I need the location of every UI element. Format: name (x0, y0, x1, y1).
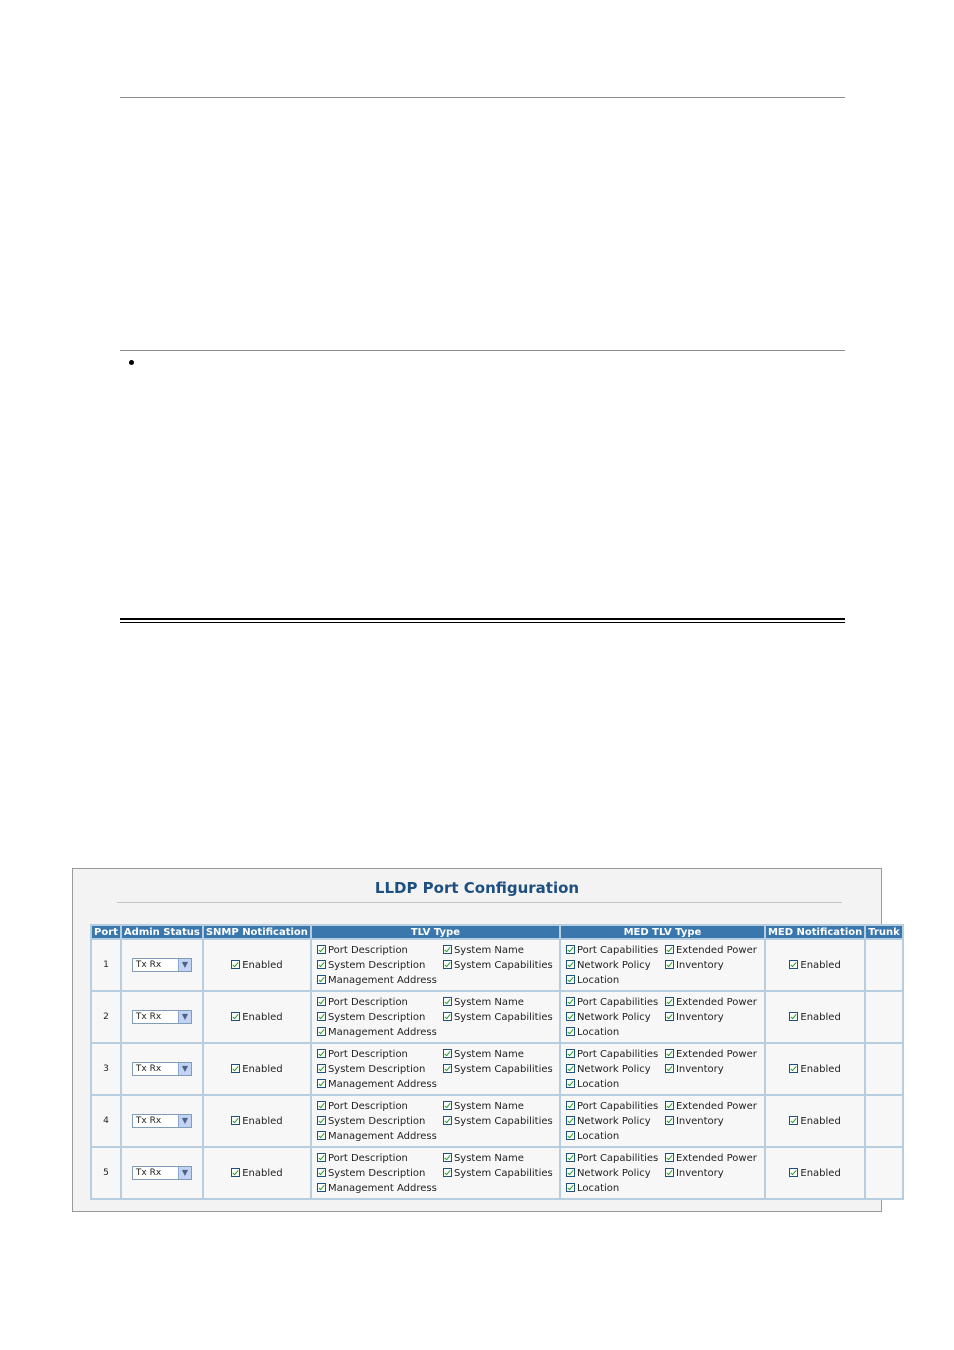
snmp-notification-label: Enabled (242, 959, 283, 971)
med-option[interactable] (665, 995, 764, 1010)
admin-status-select[interactable] (132, 1114, 192, 1128)
med-option-label: Location (576, 974, 620, 986)
col-header-admin-status: Admin Status (123, 926, 200, 938)
med-notification-label: Enabled (800, 1167, 841, 1179)
med-tlv-type-options (561, 1099, 764, 1144)
tlv-option-label: System Capabilities (453, 1167, 553, 1179)
med-notification-label: Enabled (800, 1063, 841, 1075)
checkbox-checked-icon[interactable] (443, 1116, 452, 1125)
checkbox-checked-icon[interactable] (789, 960, 798, 969)
med-option-label: Port Capabilities (576, 996, 659, 1008)
med-option-label: Port Capabilities (576, 1152, 659, 1164)
checkbox-checked-icon[interactable] (566, 945, 575, 954)
med-notification-option[interactable] (789, 1064, 840, 1075)
tlv-option-label: System Description (327, 1011, 426, 1023)
snmp-notification-cell (204, 1148, 310, 1198)
chevron-down-icon[interactable]: ▼ (178, 1115, 191, 1127)
checkbox-checked-icon[interactable] (566, 1116, 575, 1125)
admin-status-value: Tx Rx (135, 1064, 162, 1074)
checkbox-checked-icon[interactable] (665, 1064, 674, 1073)
med-option-label: Network Policy (576, 1011, 651, 1023)
table-body (92, 940, 902, 1198)
checkbox-checked-icon[interactable] (443, 1012, 452, 1021)
med-option-label: Network Policy (576, 1115, 651, 1127)
checkbox-checked-icon[interactable] (789, 1168, 798, 1177)
tlv-option[interactable] (443, 1114, 559, 1129)
snmp-notification-option[interactable] (231, 1116, 282, 1127)
tlv-option[interactable] (317, 1010, 443, 1025)
med-option[interactable] (665, 1062, 764, 1077)
med-tlv-type-options (561, 1151, 764, 1196)
med-tlv-type-cell (561, 1148, 764, 1198)
col-header-port: Port (94, 926, 118, 938)
checkbox-checked-icon[interactable] (231, 1064, 240, 1073)
med-option[interactable] (566, 1129, 665, 1144)
checkbox-checked-icon[interactable] (566, 1079, 575, 1088)
med-option-label: Inventory (675, 1167, 724, 1179)
checkbox-checked-icon[interactable] (317, 1064, 326, 1073)
admin-status-value: Tx Rx (135, 1168, 162, 1178)
tlv-type-options (312, 995, 559, 1040)
checkbox-checked-icon[interactable] (231, 960, 240, 969)
med-option-label: Port Capabilities (576, 1048, 659, 1060)
tlv-option-label: System Capabilities (453, 1115, 553, 1127)
trunk-cell (866, 992, 902, 1042)
checkbox-checked-icon[interactable] (231, 1116, 240, 1125)
checkbox-checked-icon[interactable] (443, 960, 452, 969)
lldp-port-configuration-panel (72, 868, 900, 1212)
checkbox-checked-icon[interactable] (665, 1101, 674, 1110)
med-notification-option[interactable] (789, 960, 840, 971)
med-tlv-type-cell (561, 1044, 764, 1094)
trunk-cell (866, 940, 902, 990)
med-option-label: Extended Power (675, 1048, 757, 1060)
tlv-option[interactable] (443, 1062, 559, 1077)
med-option[interactable] (665, 1151, 764, 1166)
tlv-option[interactable] (443, 943, 559, 958)
snmp-notification-option[interactable] (231, 960, 282, 971)
med-option-label: Extended Power (675, 996, 757, 1008)
med-notification-label: Enabled (800, 1011, 841, 1023)
tlv-option-label: System Capabilities (453, 959, 553, 971)
checkbox-checked-icon[interactable] (789, 1116, 798, 1125)
tlv-option-label: Port Description (327, 1048, 408, 1060)
admin-status-cell (122, 1044, 202, 1094)
checkbox-checked-icon[interactable] (665, 1168, 674, 1177)
port-number: 2 (92, 992, 120, 1042)
med-option[interactable] (665, 1166, 764, 1181)
checkbox-checked-icon[interactable] (317, 1168, 326, 1177)
checkbox-checked-icon[interactable] (317, 945, 326, 954)
med-option[interactable] (566, 1062, 665, 1077)
checkbox-checked-icon[interactable] (665, 960, 674, 969)
med-notification-option[interactable] (789, 1116, 840, 1127)
tlv-option[interactable] (317, 1151, 443, 1166)
tlv-option-label: System Capabilities (453, 1063, 553, 1075)
chevron-down-icon[interactable]: ▼ (178, 1011, 191, 1023)
med-notification-cell (766, 992, 864, 1042)
table-header-row (92, 926, 902, 938)
admin-status-value: Tx Rx (135, 960, 162, 970)
snmp-notification-cell (204, 940, 310, 990)
admin-status-cell (122, 940, 202, 990)
tlv-option[interactable] (443, 1010, 559, 1025)
checkbox-checked-icon[interactable] (317, 960, 326, 969)
checkbox-checked-icon[interactable] (317, 1153, 326, 1162)
med-option-label: Location (576, 1130, 620, 1142)
snmp-notification-cell (204, 992, 310, 1042)
med-option[interactable] (566, 943, 665, 958)
tlv-option-label: System Description (327, 1063, 426, 1075)
table-row (92, 1044, 902, 1094)
med-option[interactable] (665, 1114, 764, 1129)
checkbox-checked-icon[interactable] (566, 975, 575, 984)
checkbox-checked-icon[interactable] (665, 1012, 674, 1021)
col-header-trunk: Trunk (868, 926, 900, 938)
checkbox-checked-icon[interactable] (317, 997, 326, 1006)
med-option[interactable] (566, 1077, 665, 1092)
checkbox-checked-icon[interactable] (566, 1131, 575, 1140)
col-header-med-notification: MED Notification (767, 926, 863, 938)
checkbox-checked-icon[interactable] (231, 1012, 240, 1021)
tlv-option-label: System Capabilities (453, 1011, 553, 1023)
med-option[interactable] (665, 1010, 764, 1025)
med-tlv-type-cell (561, 940, 764, 990)
trunk-cell (866, 1148, 902, 1198)
checkbox-checked-icon[interactable] (317, 1101, 326, 1110)
checkbox-checked-icon[interactable] (665, 1153, 674, 1162)
col-header-med-tlv-type: MED TLV Type (561, 926, 764, 938)
tlv-option-label: Port Description (327, 996, 408, 1008)
tlv-option[interactable] (317, 958, 443, 973)
med-option-label: Inventory (675, 1115, 724, 1127)
med-tlv-type-options (561, 1047, 764, 1092)
med-option-label: Network Policy (576, 1167, 651, 1179)
checkbox-checked-icon[interactable] (566, 1168, 575, 1177)
med-option[interactable] (566, 1025, 665, 1040)
tlv-option[interactable] (317, 1114, 443, 1129)
med-option[interactable] (566, 1010, 665, 1025)
med-option-label: Location (576, 1182, 620, 1194)
checkbox-checked-icon[interactable] (566, 960, 575, 969)
tlv-option-label: Management Address (327, 974, 437, 986)
med-option-label: Inventory (675, 959, 724, 971)
med-notification-cell (766, 1096, 864, 1146)
med-tlv-type-options (561, 995, 764, 1040)
admin-status-value: Tx Rx (135, 1012, 162, 1022)
port-number: 4 (92, 1096, 120, 1146)
tlv-option-label: Port Description (327, 1100, 408, 1112)
admin-status-cell (122, 1096, 202, 1146)
table-row (92, 992, 902, 1042)
tlv-option[interactable] (317, 1166, 443, 1181)
admin-status-cell (122, 992, 202, 1042)
trunk-cell (866, 1044, 902, 1094)
med-option[interactable] (566, 1099, 665, 1114)
checkbox-checked-icon[interactable] (443, 1168, 452, 1177)
checkbox-checked-icon[interactable] (665, 997, 674, 1006)
med-option-label: Port Capabilities (576, 1100, 659, 1112)
tlv-type-cell (312, 992, 559, 1042)
admin-status-value: Tx Rx (135, 1116, 162, 1126)
med-option[interactable] (566, 1047, 665, 1062)
checkbox-checked-icon[interactable] (665, 1116, 674, 1125)
checkbox-checked-icon[interactable] (317, 1116, 326, 1125)
checkbox-checked-icon[interactable] (665, 1049, 674, 1058)
admin-status-select[interactable] (132, 958, 192, 972)
med-notification-label: Enabled (800, 1115, 841, 1127)
med-option-label: Inventory (675, 1063, 724, 1075)
col-header-tlv-type: TLV Type (312, 926, 559, 938)
table-row (92, 940, 902, 990)
chevron-down-icon[interactable]: ▼ (178, 1063, 191, 1075)
tlv-option[interactable] (443, 1099, 559, 1114)
med-option[interactable] (566, 1181, 665, 1196)
checkbox-checked-icon[interactable] (443, 945, 452, 954)
chevron-down-icon[interactable]: ▼ (178, 1167, 191, 1179)
tlv-option-label: Port Description (327, 944, 408, 956)
lldp-port-table (90, 924, 904, 1200)
snmp-notification-option[interactable] (231, 1064, 282, 1075)
med-option[interactable] (566, 973, 665, 988)
tlv-option-label: Management Address (327, 1026, 437, 1038)
snmp-notification-label: Enabled (242, 1011, 283, 1023)
snmp-notification-option[interactable] (231, 1012, 282, 1023)
checkbox-checked-icon[interactable] (789, 1064, 798, 1073)
tlv-option[interactable] (317, 995, 443, 1010)
med-option-label: Location (576, 1078, 620, 1090)
divider-double-bottom (120, 622, 845, 623)
admin-status-select[interactable] (132, 1010, 192, 1024)
tlv-option[interactable] (317, 973, 443, 988)
bullet-point (129, 360, 134, 365)
med-tlv-type-cell (561, 1096, 764, 1146)
checkbox-checked-icon[interactable] (566, 1101, 575, 1110)
tlv-option-label: System Description (327, 959, 426, 971)
divider-top (120, 97, 845, 98)
med-tlv-type-options (561, 943, 764, 988)
table-row (92, 1096, 902, 1146)
checkbox-checked-icon[interactable] (566, 1153, 575, 1162)
tlv-option[interactable] (443, 1047, 559, 1062)
tlv-type-options (312, 1151, 559, 1196)
med-notification-cell (766, 1148, 864, 1198)
med-option-label: Extended Power (675, 944, 757, 956)
tlv-option-label: System Name (453, 996, 524, 1008)
med-option-label: Network Policy (576, 1063, 651, 1075)
checkbox-checked-icon[interactable] (443, 1153, 452, 1162)
checkbox-checked-icon[interactable] (566, 1183, 575, 1192)
med-option[interactable] (566, 958, 665, 973)
tlv-type-options (312, 943, 559, 988)
checkbox-checked-icon[interactable] (317, 1131, 326, 1140)
checkbox-checked-icon[interactable] (317, 1012, 326, 1021)
snmp-notification-cell (204, 1096, 310, 1146)
divider-middle (120, 350, 845, 351)
tlv-option-label: System Name (453, 944, 524, 956)
snmp-notification-cell (204, 1044, 310, 1094)
checkbox-checked-icon[interactable] (665, 945, 674, 954)
tlv-option-label: Port Description (327, 1152, 408, 1164)
tlv-option[interactable] (443, 1151, 559, 1166)
tlv-option[interactable] (317, 1129, 443, 1144)
med-option[interactable] (566, 1166, 665, 1181)
tlv-type-options (312, 1099, 559, 1144)
snmp-notification-label: Enabled (242, 1167, 283, 1179)
med-notification-option[interactable] (789, 1168, 840, 1179)
tlv-option-label: Management Address (327, 1182, 437, 1194)
port-number: 5 (92, 1148, 120, 1198)
tlv-type-options (312, 1047, 559, 1092)
checkbox-checked-icon[interactable] (566, 1012, 575, 1021)
med-option[interactable] (665, 943, 764, 958)
checkbox-checked-icon[interactable] (231, 1168, 240, 1177)
med-option-label: Port Capabilities (576, 944, 659, 956)
chevron-down-icon[interactable]: ▼ (178, 959, 191, 971)
tlv-option[interactable] (317, 1047, 443, 1062)
table-row (92, 1148, 902, 1198)
tlv-option[interactable] (443, 1166, 559, 1181)
divider-double-top (120, 618, 845, 620)
snmp-notification-option[interactable] (231, 1168, 282, 1179)
tlv-option-label: Management Address (327, 1130, 437, 1142)
port-number: 3 (92, 1044, 120, 1094)
snmp-notification-label: Enabled (242, 1115, 283, 1127)
snmp-notification-label: Enabled (242, 1063, 283, 1075)
med-option-label: Location (576, 1026, 620, 1038)
checkbox-checked-icon[interactable] (443, 1049, 452, 1058)
med-notification-cell (766, 940, 864, 990)
tlv-option-label: System Name (453, 1152, 524, 1164)
admin-status-select[interactable] (132, 1166, 192, 1180)
tlv-option-label: System Name (453, 1100, 524, 1112)
tlv-option[interactable] (443, 958, 559, 973)
checkbox-checked-icon[interactable] (317, 1079, 326, 1088)
med-option[interactable] (665, 1099, 764, 1114)
panel-title: LLDP Port Configuration (374, 879, 580, 897)
checkbox-checked-icon[interactable] (443, 1101, 452, 1110)
checkbox-checked-icon[interactable] (317, 1183, 326, 1192)
tlv-option-label: Management Address (327, 1078, 437, 1090)
checkbox-checked-icon[interactable] (317, 1027, 326, 1036)
med-tlv-type-cell (561, 992, 764, 1042)
tlv-option[interactable] (317, 943, 443, 958)
checkbox-checked-icon[interactable] (443, 1064, 452, 1073)
tlv-option-label: System Name (453, 1048, 524, 1060)
med-option-label: Extended Power (675, 1152, 757, 1164)
med-option-label: Network Policy (576, 959, 651, 971)
checkbox-checked-icon[interactable] (317, 975, 326, 984)
med-option[interactable] (665, 1047, 764, 1062)
trunk-cell (866, 1096, 902, 1146)
med-option-label: Extended Power (675, 1100, 757, 1112)
admin-status-cell (122, 1148, 202, 1198)
tlv-type-cell (312, 1044, 559, 1094)
checkbox-checked-icon[interactable] (566, 1049, 575, 1058)
med-option[interactable] (566, 1151, 665, 1166)
tlv-option[interactable] (317, 1181, 443, 1196)
tlv-option[interactable] (317, 1077, 443, 1092)
checkbox-checked-icon[interactable] (789, 1012, 798, 1021)
tlv-option-label: System Description (327, 1115, 426, 1127)
checkbox-checked-icon[interactable] (317, 1049, 326, 1058)
checkbox-checked-icon[interactable] (566, 997, 575, 1006)
med-option[interactable] (665, 958, 764, 973)
panel-title-divider (117, 902, 842, 903)
col-header-snmp-notification: SNMP Notification (205, 926, 308, 938)
checkbox-checked-icon[interactable] (566, 1027, 575, 1036)
tlv-option[interactable] (317, 1062, 443, 1077)
checkbox-checked-icon[interactable] (566, 1064, 575, 1073)
tlv-type-cell (312, 940, 559, 990)
tlv-option[interactable] (443, 995, 559, 1010)
med-option[interactable] (566, 995, 665, 1010)
checkbox-checked-icon[interactable] (443, 997, 452, 1006)
tlv-option[interactable] (317, 1025, 443, 1040)
med-option-label: Inventory (675, 1011, 724, 1023)
med-notification-label: Enabled (800, 959, 841, 971)
tlv-option-label: System Description (327, 1167, 426, 1179)
admin-status-select[interactable] (132, 1062, 192, 1076)
med-option[interactable] (566, 1114, 665, 1129)
tlv-type-cell (312, 1148, 559, 1198)
med-notification-option[interactable] (789, 1012, 840, 1023)
tlv-option[interactable] (317, 1099, 443, 1114)
tlv-type-cell (312, 1096, 559, 1146)
port-number: 1 (92, 940, 120, 990)
med-notification-cell (766, 1044, 864, 1094)
